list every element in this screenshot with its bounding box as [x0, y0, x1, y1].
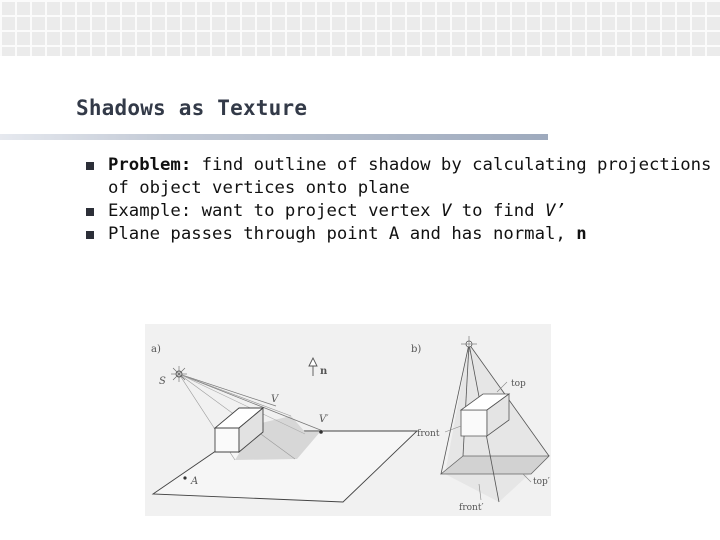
- bullet-item-example: [86, 200, 716, 223]
- bullet-item-problem: [86, 154, 716, 200]
- shadow-projection-figure: [145, 324, 551, 516]
- vertex-label: V: [271, 394, 279, 405]
- bullet-text: Plane passes through point A and has normal,: [108, 224, 577, 244]
- top-proj-label: top′: [533, 477, 550, 487]
- light-source-icon: [461, 336, 477, 352]
- bullet-lead: Problem:: [108, 155, 192, 175]
- square-bullet-icon: [86, 208, 94, 216]
- square-bullet-icon: [86, 162, 94, 170]
- bullet-item-plane: [86, 223, 716, 246]
- panel-a-label: a): [151, 344, 161, 355]
- bullet-list: [86, 154, 716, 246]
- background-grid: [0, 0, 720, 56]
- bullet-text: to find: [451, 201, 545, 221]
- point-a-label: A: [191, 476, 199, 487]
- normal-var: n: [576, 224, 587, 244]
- vertex-var: V: [440, 201, 452, 221]
- bullet-text: find outline of shadow by calculating projections of object vertices onto plane: [108, 155, 712, 198]
- title-underline: [0, 134, 548, 140]
- light-label: S: [159, 376, 166, 387]
- light-source-icon: [171, 366, 187, 382]
- slide-title: Shadows as Texture: [76, 96, 308, 120]
- bullet-text: Example: want to project vertex: [108, 201, 441, 221]
- box-front: [215, 428, 239, 452]
- normal-label: n: [320, 366, 328, 377]
- figure-diagram: [145, 324, 551, 516]
- front-label: front: [417, 429, 440, 439]
- projected-label: V′: [319, 414, 329, 425]
- projected-vertex-var: V’: [544, 201, 566, 221]
- projected-point: [319, 430, 323, 434]
- panel-b-label: b): [411, 344, 422, 355]
- box-front-b: [461, 410, 487, 436]
- front-proj-label: front′: [459, 503, 484, 513]
- point-a: [183, 476, 186, 479]
- square-bullet-icon: [86, 231, 94, 239]
- ray-line: [179, 374, 276, 406]
- normal-arrowhead: [309, 358, 317, 366]
- top-label: top: [511, 379, 526, 389]
